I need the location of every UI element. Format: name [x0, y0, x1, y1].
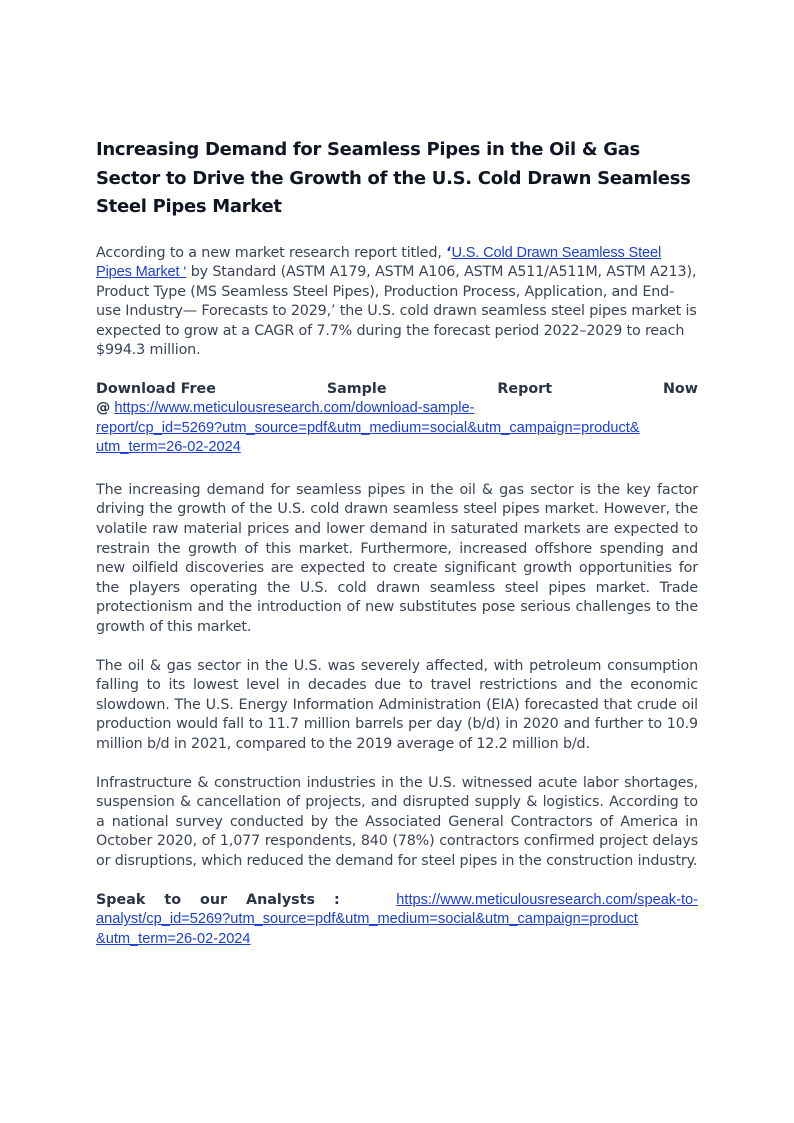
download-sample-link-part-1[interactable]: https://www.meticulousresearch.com/download-sample- — [114, 400, 475, 417]
speak-to-analyst-link-part-3[interactable]: &utm_term=26-02-2024 — [96, 930, 251, 947]
body-paragraph-construction: Infrastructure & construction industries in the U.S. witnessed acute labor shortages, suspension & cancellation of projects, and disrupted supply & logistics. According to a national survey conducted by the Associated General Contractors of America in October 2020, of 1,077 respondents, 840 (78%) contractors confirmed project delays or disruptions, which reduced the demand for steel pipes in the construction industry. — [96, 774, 698, 869]
download-word-4: Now — [662, 381, 698, 398]
speak-to-analyst-link-part-2[interactable]: analyst/cp_id=5269?utm_source=pdf&utm_medium=social&utm_campaign=product — [96, 911, 638, 928]
download-word-1: Download Free — [96, 381, 216, 398]
download-sample-label — [96, 380, 698, 399]
body-paragraph-oil-gas: The oil & gas sector in the U.S. was severely affected, with petroleum consumption falling to its lowest level in decades due to travel restrictions and the economic slowdown. The U.S. Energy Information Administration (EIA) forecasted that crude oil production would fall to 11.7 million barrels per day (b/d) in 2020 and further to 10.9 million b/d in 2021, compared to the 2019 average of 12.2 million b/d. — [96, 657, 698, 752]
download-sample-link-part-3[interactable]: utm_term=26-02-2024 — [96, 439, 241, 456]
intro-text-before: According to a new market research report titled, — [96, 244, 447, 261]
report-title-link[interactable]: U.S. Cold Drawn Seamless Steel Pipes Market ‘ — [96, 244, 662, 281]
download-url-line-3 — [96, 438, 698, 458]
speak-to-analyst-link-part-1[interactable]: https://www.meticulousresearch.com/speak-to- — [396, 891, 698, 908]
speak-url-line-1 — [96, 891, 698, 911]
speak-to-analysts-section — [96, 891, 698, 950]
download-word-3: Report — [497, 381, 553, 398]
download-at-symbol: @ — [96, 400, 111, 417]
document-page — [96, 136, 698, 949]
speak-to-analysts-label: Speak to our Analysts : — [96, 891, 340, 908]
body-paragraph-drivers: The increasing demand for seamless pipes in the oil & gas sector is the key factor driving the growth of the U.S. cold drawn seamless steel pipes market. However, the volatile raw material prices and lower demand in saturated markets are expected to restrain the growth of this market. Furthermore, increased offshore spending and new oilfield discoveries are expected to create significant growth opportunities for the players operating the U.S. cold drawn seamless steel pipes market. Trade protectionism and the introduction of new substitutes pose serious challenges to the growth of this market. — [96, 481, 698, 635]
intro-text-after: by Standard (ASTM A179, ASTM A106, ASTM A511/A511M, ASTM A213), Product Type (MS Seamless Steel Pipes), Production Process, Application, and End-use Industry— Forecasts to 2029,’ the U.S. cold drawn seamless steel pipes market is expected to grow at a CAGR of 7.7% during the forecast period 2022–2029 to reach $994.3 million. — [96, 264, 697, 359]
speak-url-line-3 — [96, 930, 698, 950]
download-sample-link-part-2[interactable]: report/cp_id=5269?utm_source=pdf&utm_medium=social&utm_campaign=product& — [96, 419, 640, 436]
download-url-line-2 — [96, 419, 698, 439]
intro-quote-open: ‘ — [446, 244, 452, 261]
download-word-2: Sample — [326, 381, 387, 398]
page-title: Increasing Demand for Seamless Pipes in the Oil & Gas Sector to Drive the Growth of the U.S. Cold Drawn Seamless Steel Pipes Market — [96, 139, 691, 217]
download-url-line-1 — [96, 399, 698, 419]
speak-url-line-2 — [96, 910, 698, 930]
intro-paragraph — [96, 244, 698, 362]
download-sample-section — [96, 380, 698, 458]
